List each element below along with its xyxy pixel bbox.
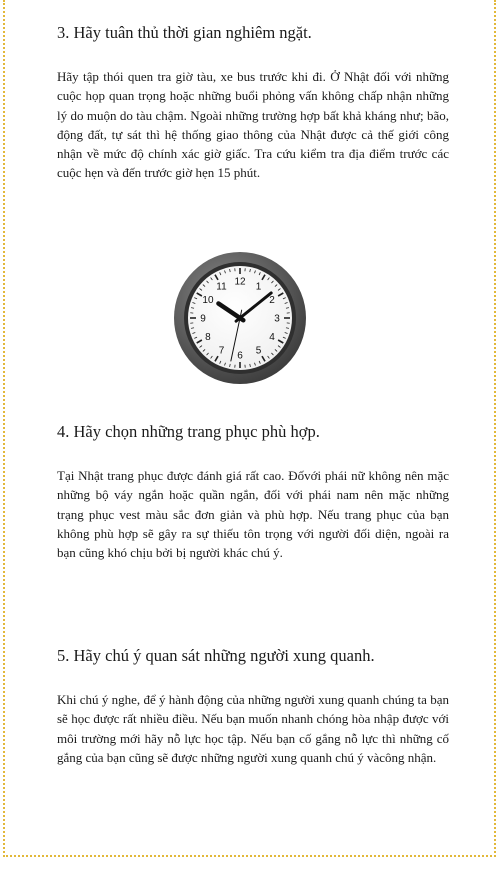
clock-number: 10 [202,295,214,306]
clock-center-pin [238,316,243,321]
clock-number: 2 [269,295,275,306]
clock-number: 3 [274,313,280,325]
wall-clock-icon [172,250,308,386]
clock-number: 6 [237,350,243,362]
clock-number: 11 [216,281,227,293]
clock-number: 5 [255,345,262,357]
section-5-heading: 5. Hãy chú ý quan sát những người xung quanh. [57,646,375,665]
section-3-heading: 3. Hãy tuân thủ thời gian nghiêm ngặt. [57,23,312,42]
section-3-body: Hãy tập thói quen tra giờ tàu, xe bus trước khi đi. Ở Nhật đối với những cuộc họp quan trọng hoặc những buổi phỏng vấn không chấp nhận những lý do muộn do tàu chậm. Ngoài những trường hợp bất khả kháng như; bão, động đất, tự sát thì hệ thống giao thông của Nhật được cả thế giới công nhận về mức độ chính xác giờ giấc. Tra cứu kiểm tra địa điểm trước các cuộc hẹn và đến trước giờ hẹn 15 phút. [57,69,449,181]
clock-number: 9 [200,313,206,325]
section-4-heading: 4. Hãy chọn những trang phục phù hợp. [57,422,320,441]
clock-number: 1 [255,281,262,293]
section-5-body: Khi chú ý nghe, để ý hành động của những người xung quanh chúng ta bạn sẽ học được rất nhiều điều. Nếu bạn muốn nhanh chóng hòa nhập được với môi trường mới hãy nỗ lực học tập. Nếu bạn cố gắng nỗ lực thì những cố gắng của bạn cũng sẽ được những người xung quanh chú ý vàcông nhận. [57,692,449,765]
clock-number: 7 [218,345,225,357]
clock-graphic [172,250,308,386]
clock-number: 12 [234,276,246,288]
section-4-body: Tại Nhật trang phục được đánh giá rất cao. Đốvới phái nữ không nên mặc những bộ váy ngắn hoặc quần ngắn, đối với phái nam nên mặc những trạng phục vest màu sắc đơn giản và phù hợp. Nếu trang phục của bạn không phù hợp sẽ gây ra sự thiếu tôn trọng với người đối diện, ngoài ra bạn cũng khó chịu bởi bị người khác chú ý. [57,468,449,561]
clock-number: 4 [269,332,275,343]
clock-number: 8 [205,332,211,343]
